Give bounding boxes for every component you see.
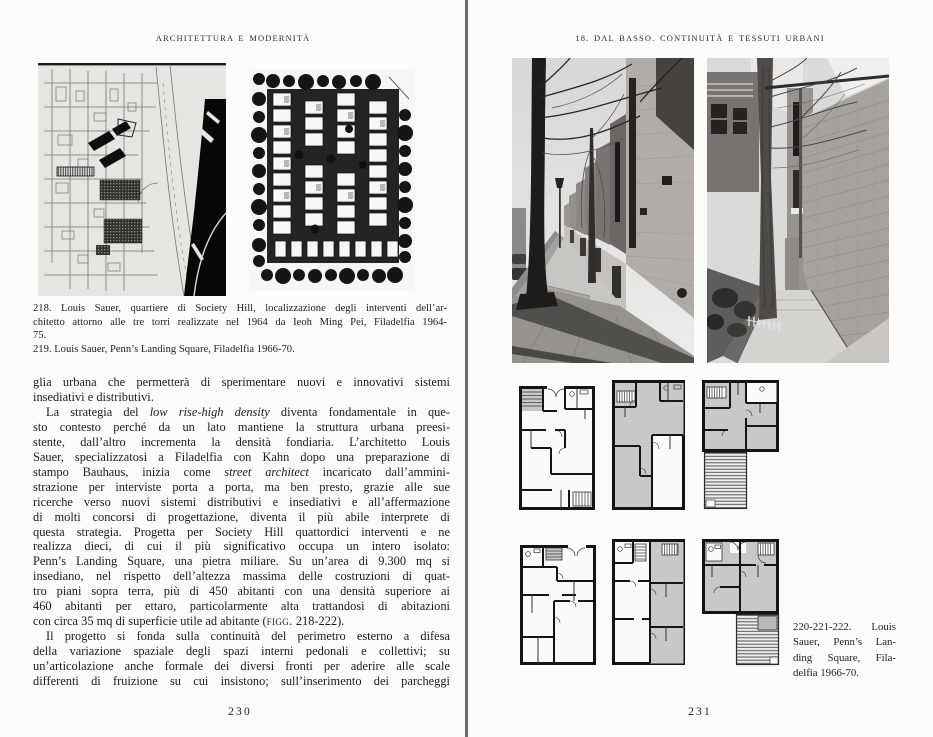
figure-218-society-hill-map: [38, 63, 226, 296]
floor-plan-3: [700, 378, 781, 512]
floor-plan-2: [610, 378, 687, 512]
caption-fig-220-222: 220-221-222. Louis Sauer, Penn’s Lan- ding Square, Fila- delfia 1966-70.: [793, 621, 896, 680]
caption-fig-218-219: 218. Louis Sauer, quartiere di Society Hill, localizzazione degli interventi dell’ar- chitetto attorno alle tre torri realizzate nel 1964 da Ieoh Ming Pei, Filadelfia 1964- 75. 219. Louis Sauer, Penn’s Landing Square, Filadelfia 1966-70.: [33, 303, 447, 355]
photo-walkway-view: [707, 58, 889, 363]
page-number-left: 230: [228, 706, 252, 718]
floor-plan-1: [517, 378, 597, 512]
running-head-left: ARCHITETTURA E MODERNITÀ: [155, 33, 311, 43]
body-text: glia urbana che permetterà di sperimentare nuovi e innovativi sistemi insediativi e distributivi. La strategia del low rise-high density diventa fondamentale in que- sto contesto perché da un lato mantiene la struttura urbana preesi- stente, dall’altro incrementa la densità fondiaria. L’architetto Louis Sauer, specializzatosi a Filadelfia con Kahn dopo una preparazione di stampo Bauhaus, inizia come street architect incaricato dall’ammini- strazione per interviste porta a porta, ma ben presto, grazie alle sue ricerche verso nuovi sistemi distributivi e insediativi e all’affermazione di molti concorsi di progettazione, diventa il più abile interprete di questa strategia. Progetta per Society Hill quattordici interventi e ne realizza dieci, di cui il più significativo occupa un intero isolato: Penn’s Landing Square, una pietra miliare. Su un’area di 9.300 mq si insediano, nel rispetto dell’altezza massima delle costruzioni di quat- tro piani sopra terra, più di 450 abitanti con una densità superiore ai 460 abitanti per ettaro, particolarmente alta trattandosi di abitazioni con circa 35 mq di superficie utile ad abitante (figg. 218-222). Il progetto si fonda sulla continuità del perimetro esterno a difesa della variazione spaziale degli spazi interni pedonali e collettivi; su un’articolazione anche formale dei diversi fronti per aderire alle scale differenti di fruizione su cui insistono; sull’inserimento dei parcheggi: [33, 375, 450, 689]
floor-plan-5: [610, 537, 687, 667]
page-number-right: 231: [688, 706, 712, 718]
photo-street-view: [512, 58, 694, 363]
floor-plan-6: [700, 537, 781, 667]
floor-plan-4: [518, 537, 598, 667]
page-divider: [465, 0, 468, 737]
figure-219-site-plan: [249, 69, 415, 291]
running-head-right: 18. DAL BASSO. CONTINUITÀ E TESSUTI URBANI: [575, 33, 825, 43]
